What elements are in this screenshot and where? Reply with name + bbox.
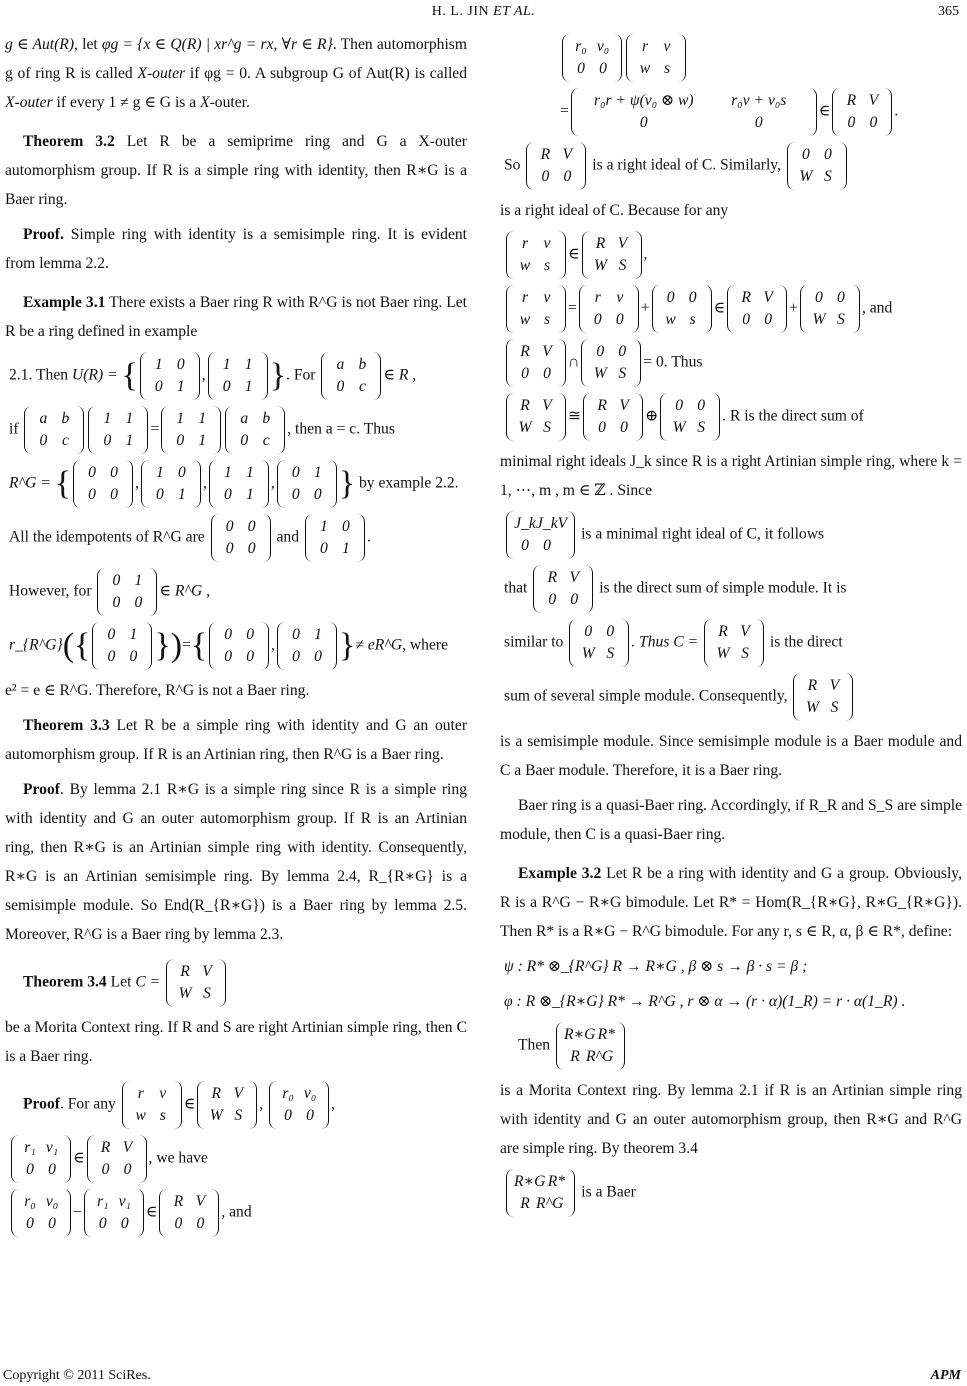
matrix: 1 1 0 1	[161, 406, 221, 454]
morita-context: Then R∗G R* R R^G	[500, 1022, 962, 1070]
matrix: R V W S	[704, 619, 764, 667]
psi-map: ψ : R* ⊗_{R^G} R → R∗G , β ⊗ s → β · s = β ;	[504, 958, 808, 975]
product-equation	[500, 34, 962, 82]
matrix: r v w s	[506, 231, 566, 279]
matrix: r₀ v₀ 0 0	[269, 1081, 329, 1129]
matrix: 0 1 0 0	[92, 622, 152, 670]
minimal-ideals: minimal right ideals J_k since R is a right Artinian simple ring, where k = 1, ⋯, m , m ∈ ℤ . Since	[500, 453, 962, 499]
matrix: r₁ v₁ 0 0	[84, 1189, 144, 1237]
proof-theorem-3-2: Proof. Simple ring with identity is a semisimple ring. It is evident from lemma 2.2.	[5, 226, 467, 272]
matrix: a b 0 c	[24, 406, 84, 454]
product-equation-result: = r₀r + ψ(v₀ ⊗ w) r₀v + v₀s 0 0 ∈ R V 0 0 .	[500, 88, 962, 136]
matrix: 1 1 0 1	[208, 352, 268, 400]
intersection: R V 0 0 ∩ 0 0 W S = 0. Thus	[500, 339, 962, 387]
matrix: 1 1 0 1	[209, 460, 269, 508]
running-head-etal: ET AL.	[493, 4, 536, 19]
matrix: 0 0 0 0	[73, 460, 133, 508]
proof-theorem-3-4-r1: r₁ v₁ 0 0 ∈ R V 0 0 , we have	[5, 1135, 467, 1183]
morita-baer: R∗G R* R R^G is a Baer	[500, 1169, 962, 1217]
matrix: R∗G R* R R^G	[556, 1022, 625, 1070]
example-3-1-title: Example 3.1	[23, 294, 106, 311]
matrix: R V 0 0	[583, 393, 643, 441]
matrix: R V 0 0	[832, 88, 892, 136]
matrix: R V 0 0	[526, 142, 586, 190]
example-3-1-units: 2.1. Then U(R) = { 1 0 0 1 , 1 1 0 1 }. For a b 0 c ∈ R ,	[5, 352, 467, 400]
example-3-1-annihilator: r_{R^G}({ 0 1 0 0 })={ 0 0 0 0 , 0 1 0 0 }≠ eR^G, where	[5, 622, 467, 670]
right-ideal-similarly: is a right ideal of C. Because for any	[500, 202, 729, 219]
right-column	[500, 30, 962, 1223]
decomposition: r v w s = r v 0 0 + 0 0 w s ∈ R V 0 0 + 0 0 W S , and	[500, 285, 962, 333]
phi-map: φ : R ⊗_{R∗G} R* → R^G , r ⊗ α → (r · α)(1_R) = r · α(1_R) .	[504, 993, 906, 1010]
several-simple: sum of several simple module. Consequently, R V W S	[500, 673, 962, 721]
matrix: r₀ v₀ 0 0	[562, 34, 622, 82]
matrix: a b 0 c	[225, 406, 285, 454]
minimal-right-ideal: J_kJ_kV 0 0 is a minimal right ideal of C, it follows	[500, 511, 962, 559]
theorem-3-4: Theorem 3.4 Let C = R V W S	[5, 959, 467, 1007]
quasi-baer-paragraph: Baer ring is a quasi-Baer ring. Accordingly, if R_R and S_S are simple module, then C is a quasi-Baer ring.	[500, 797, 962, 843]
example-3-2: Example 3.2 Let R be a ring with identity and G a group. Obviously, R is a R^G − R∗G bimodule. Let R* = Hom(R_{R∗G}, R∗G_{R∗G}). Then R* is a R∗G − R^G bimodule. For any r, s ∈ R, α, β ∈ R*, define:	[500, 865, 962, 940]
matrix: 0 1 0 0	[97, 568, 157, 616]
matrix: 1 0 0 1	[140, 352, 200, 400]
matrix: R V 0 0	[87, 1135, 147, 1183]
example-3-1-idempotents: All the idempotents of R^G are 0 0 0 0 and 1 0 0 1 .	[5, 514, 467, 562]
matrix: 0 0 W S	[787, 142, 847, 190]
simple-module-sum: that R V 0 0 is the direct sum of simple module. It is	[500, 565, 962, 613]
running-head	[0, 4, 967, 20]
semisimple-conclusion: is a semisimple module. Since semisimple module is a Baer module and C a Baer module. Therefore, it is a Baer ring.	[500, 733, 962, 779]
matrix: r v w s	[626, 34, 686, 82]
matrix: 1 1 0 1	[88, 406, 148, 454]
theorem-3-3: Theorem 3.3 Let R be a simple ring with identity and G an outer automorphism group. If R is an Artinian ring, then R^G is a Baer ring.	[5, 717, 468, 763]
matrix: 1 0 0 1	[141, 460, 201, 508]
page-number: 365	[938, 4, 959, 19]
example-3-1-if: if a b 0 c 1 1 0 1 = 1 1 0 1 a b 0 c , then a = c. Thus	[5, 406, 467, 454]
matrix: r v w s	[506, 285, 566, 333]
matrix: r₀ v₀ 0 0	[11, 1189, 71, 1237]
right-ideal-statement: So R V 0 0 is a right ideal of C. Similarly, 0 0 W S	[500, 142, 962, 190]
matrix: r v 0 0	[579, 285, 639, 333]
proof-theorem-3-3: Proof. By lemma 2.1 R∗G is a simple ring since R is a simple ring with identity and G an outer automorphism group. If R is an Artinian ring, then R∗G is an Artinian simple ring with identity. Consequently, R∗G is an Artinian semisimple ring. By lemma 2.4, R_{R∗G} is a semisimple module. So End(R_{R∗G}) is a Baer ring by lemma 2.5. Moreover, R^G is a Baer ring by lemma 2.3.	[5, 781, 467, 943]
matrix: R V W S	[166, 959, 226, 1007]
matrix: J_kJ_kV 0 0	[506, 511, 575, 559]
theorem-3-4-title: Theorem 3.4	[23, 973, 107, 991]
matrix: 0 0 w s	[652, 285, 712, 333]
matrix: R V W S	[582, 231, 642, 279]
matrix: 0 1 0 0	[277, 460, 337, 508]
matrix: R∗G R* R R^G	[506, 1169, 575, 1217]
example-3-1-however: However, for 0 1 0 0 ∈ R^G ,	[5, 568, 467, 616]
similar-statement: similar to 0 0 W S . Thus C = R V W S is the direct	[500, 619, 962, 667]
copyright-notice: Copyright © 2011 SciRes.	[3, 1368, 151, 1383]
example-3-1-fixed-ring: R^G = { 0 0 0 0 , 1 0 0 1 , 1 1 0 1 , 0 1 0 0 } by example 2.2.	[5, 460, 467, 508]
matrix: r₀r + ψ(v₀ ⊗ w) r₀v + v₀s 0 0	[571, 88, 817, 136]
matrix: R V 0 0	[533, 565, 593, 613]
matrix: 0 1 0 0	[277, 622, 337, 670]
proof-theorem-3-4: Proof. For any r v w s ∈ R V W S , r₀ v₀ 0 0 ,	[5, 1081, 467, 1129]
example-3-1-conclusion: e² = e ∈ R^G. Therefore, R^G is not a Baer ring.	[5, 682, 310, 699]
morita-context-body: is a Morita Context ring. By lemma 2.1 if R is an Artinian simple ring with identity and G an outer automorphism group, then R∗G and R^G are simple ring. By theorem 3.4	[500, 1082, 962, 1157]
theorem-3-2-title: Theorem 3.2	[23, 133, 115, 150]
matrix: a b 0 c	[321, 352, 381, 400]
matrix: r₁ v₁ 0 0	[11, 1135, 71, 1183]
matrix: R V 0 0	[727, 285, 787, 333]
example-3-1: Example 3.1 There exists a Baer ring R with R^G is not Baer ring. Let R be a ring defined in example	[5, 294, 467, 340]
matrix: 1 0 0 1	[305, 514, 365, 562]
matrix: 0 0 W S	[569, 619, 629, 667]
proof-theorem-3-4-difference: r₀ v₀ 0 0 − r₁ v₁ 0 0 ∈ R V 0 0 , and	[5, 1189, 467, 1237]
matrix: 0 0 W S	[581, 339, 641, 387]
matrix: R V 0 0	[159, 1189, 219, 1237]
example-3-2-title: Example 3.2	[518, 865, 602, 882]
matrix: 0 0 W S	[800, 285, 860, 333]
matrix: 0 0 0 0	[211, 514, 271, 562]
matrix: r v w s	[122, 1081, 182, 1129]
matrix: 0 0 0 0	[209, 622, 269, 670]
theorem-3-3-title: Theorem 3.3	[23, 717, 110, 734]
matrix: R V W S	[197, 1081, 257, 1129]
matrix: R V 0 0	[506, 339, 566, 387]
theorem-3-2: Theorem 3.2 Let R be a semiprime ring and G a X-outer automorphism group. If R is a simple ring with identity, then R∗G is a Baer ring.	[5, 133, 467, 208]
any-element: r v w s ∈ R V W S ,	[500, 231, 962, 279]
matrix: R V W S	[793, 673, 853, 721]
theorem-3-4-body: be a Morita Context ring. If R and S are right Artinian simple ring, then C is a Baer ring.	[5, 1019, 467, 1065]
left-column	[5, 30, 467, 1243]
matrix: R V W S	[506, 393, 566, 441]
matrix: 0 0 W S	[660, 393, 720, 441]
journal-abbreviation: APM	[930, 1368, 961, 1383]
direct-sum: R V W S ≅ R V 0 0 ⊕ 0 0 W S . R is the direct sum of	[500, 393, 962, 441]
paragraph-x-outer-definition: g ∈ Aut(R), let φg = {x ∈ Q(R) | xr^g = rx, ∀r ∈ R}. Then automorphism g of ring R is called X-outer if φg = 0. A subgroup G of Aut(R) is called X-outer if every 1 ≠ g ∈ G is a X-outer.	[5, 36, 467, 111]
running-head-authors: H. L. JIN	[431, 4, 490, 19]
